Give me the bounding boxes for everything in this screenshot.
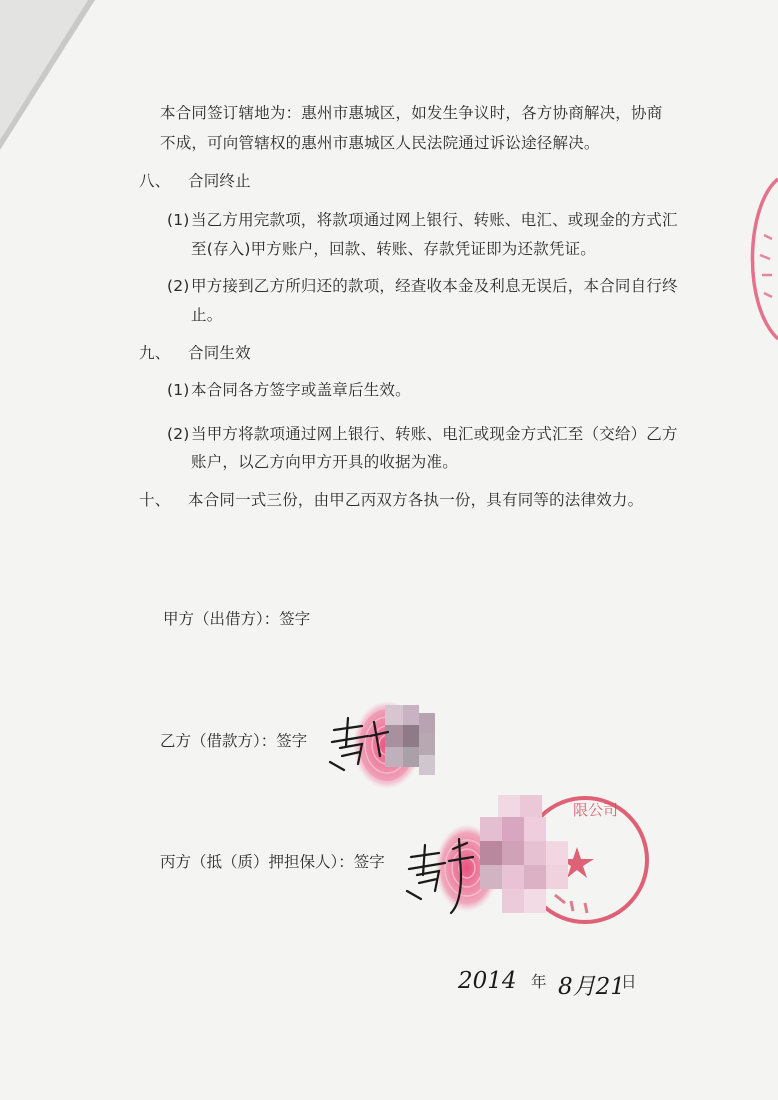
date-day-label: 日 (621, 973, 637, 991)
section-8-number: 八、 (139, 172, 171, 190)
party-c-signature-label: 丙方（抵（质）押担保人）：签字 (160, 853, 385, 871)
redaction-mosaic-party-c (480, 795, 580, 930)
section-9-item-2-line-2: 账户，以乙方向甲方开具的收据为准。 (191, 453, 458, 471)
seal-text: 限公司 (573, 801, 619, 819)
section-8-item-1-marker: (1) (167, 211, 190, 229)
handwritten-signature-party-b (322, 712, 392, 772)
section-9-item-2-marker: (2) (167, 425, 190, 443)
handwritten-signature-party-c (403, 835, 493, 915)
section-10-text: 本合同一式三份，由甲乙丙双方各执一份，具有同等的法律效力。 (188, 491, 644, 509)
section-8-item-2-marker: (2) (167, 277, 190, 295)
section-9-item-1-line-1: 本合同各方签字或盖章后生效。 (191, 381, 411, 399)
section-9-number: 九、 (139, 344, 171, 362)
redaction-mosaic-party-b (385, 705, 435, 785)
date-year-label: 年 (531, 973, 547, 991)
party-a-signature-label: 甲方（出借方）：签字 (163, 610, 311, 628)
jurisdiction-line-1: 本合同签订辖地为：惠州市惠城区，如发生争议时，各方协商解决，协商 (160, 104, 663, 122)
section-8-item-1-line-1: 当乙方用完款项，将款项通过网上银行、转账、电汇、或现金的方式汇 (191, 211, 678, 229)
section-10-number: 十、 (139, 491, 171, 509)
date-year: 2014 (458, 968, 517, 994)
folded-corner-inner (0, 0, 88, 140)
section-8-item-1-line-2: 至(存入)甲方账户，回款、转账、存款凭证即为还款凭证。 (191, 240, 596, 258)
date-month-day: 8月21 (558, 974, 625, 1000)
section-8-title: 合同终止 (188, 172, 251, 190)
section-8-item-2-line-1: 甲方接到乙方所归还的款项，经查收本金及利息无误后，本合同自行终 (191, 277, 678, 295)
jurisdiction-line-2: 不成，可向管辖权的惠州市惠城区人民法院通过诉讼途径解决。 (160, 134, 600, 152)
section-8-item-2-line-2: 止。 (191, 306, 223, 324)
edge-seal-fragment (742, 175, 778, 345)
section-9-title: 合同生效 (188, 344, 251, 362)
section-9-item-1-marker: (1) (167, 381, 190, 399)
party-b-signature-label: 乙方（借款方）：签字 (160, 732, 308, 750)
section-9-item-2-line-1: 当甲方将款项通过网上银行、转账、电汇或现金方式汇至（交给）乙方 (191, 425, 678, 443)
